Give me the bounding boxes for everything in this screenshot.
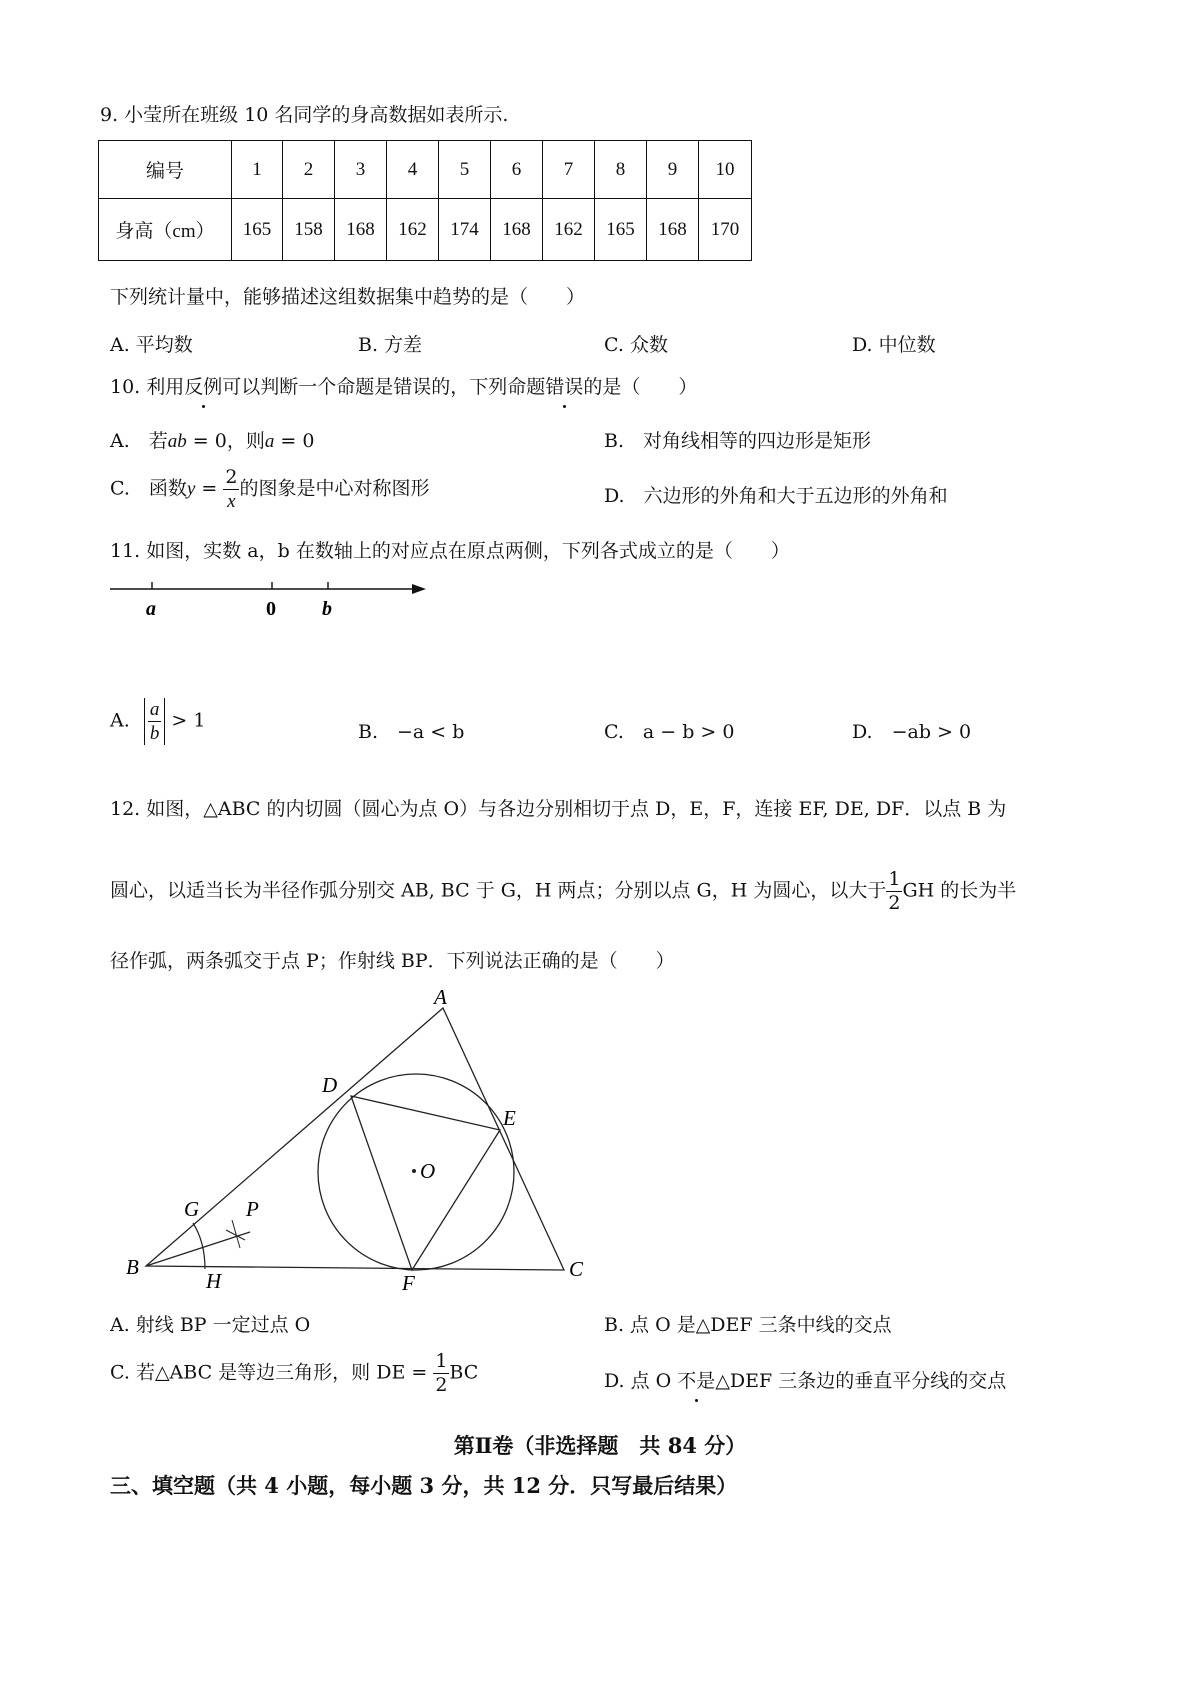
table-cell: 8 xyxy=(595,141,647,199)
table-cell: 162 xyxy=(543,199,595,261)
table-cell: 7 xyxy=(543,141,595,199)
label-0: 0 xyxy=(266,598,276,620)
section-heading: 三、填空题（共 4 小题，每小题 3 分，共 12 分．只写最后结果） xyxy=(110,1473,738,1498)
table-cell: 168 xyxy=(491,199,543,261)
q10-stem: 10. 利用反例可以判断一个命题是错误的，下列命题错误的是（ ） xyxy=(110,372,697,399)
table-row xyxy=(99,199,752,261)
q10-option-a: A. 若ab = 0，则a = 0 xyxy=(110,430,315,452)
q12-option-c: C. 若△ABC 是等边三角形，则 DE = $\frac{1}{2}$ BC xyxy=(110,1350,479,1396)
table-cell: 158 xyxy=(283,199,335,261)
q11-option-a: A. $\frac{a}{b}$ > 1 xyxy=(110,699,206,744)
table-cell: 9 xyxy=(647,141,699,199)
table-row-label: 身高（cm） xyxy=(99,199,232,261)
table-cell: 2 xyxy=(283,141,335,199)
arrow-icon xyxy=(412,584,426,594)
label-D: D xyxy=(322,1073,338,1097)
table-cell: 174 xyxy=(439,199,491,261)
q12-option-b: B. 点 O 是△DEF 三条中线的交点 xyxy=(604,1314,892,1336)
label-P: P xyxy=(246,1197,259,1221)
q10-option-d: D. 六边形的外角和大于五边形的外角和 xyxy=(604,485,948,507)
q12-option-a: A. 射线 BP 一定过点 O xyxy=(110,1314,311,1336)
table-cell: 165 xyxy=(595,199,647,261)
q11-option-c: C. a − b > 0 xyxy=(604,721,735,743)
q12-stem-line1: 12. 如图，△ABC 的内切圆（圆心为点 O）与各边分别相切于点 D，E，F，连接 EF, DE, DF．以点 B 为 xyxy=(110,798,1007,820)
number-line-figure xyxy=(100,575,440,625)
ray-bp xyxy=(146,1232,250,1266)
q9-option-d: D. 中位数 xyxy=(852,334,936,356)
q9-option-a: A. 平均数 xyxy=(110,334,193,356)
label-O: O xyxy=(420,1159,436,1183)
q12-option-d: D. 点 O 不是△DEF 三条边的垂直平分线的交点 xyxy=(604,1366,1006,1393)
label-G: G xyxy=(184,1197,200,1221)
table-cell: 162 xyxy=(387,199,439,261)
table-cell: 168 xyxy=(335,199,387,261)
label-b: b xyxy=(322,598,332,620)
label-F: F xyxy=(402,1271,415,1295)
table-cell: 1 xyxy=(232,141,283,199)
table-cell: 165 xyxy=(232,199,283,261)
height-table xyxy=(98,140,752,261)
q9-stem: 9. 小莹所在班级 10 名同学的身高数据如表所示. xyxy=(100,104,509,126)
q9-option-b: B. 方差 xyxy=(358,334,423,356)
incircle-figure xyxy=(110,980,590,1300)
label-E: E xyxy=(503,1106,516,1130)
incircle xyxy=(318,1074,514,1270)
label-A: A xyxy=(434,985,447,1009)
table-cell: 6 xyxy=(491,141,543,199)
table-cell: 3 xyxy=(335,141,387,199)
q10-option-b: B. 对角线相等的四边形是矩形 xyxy=(604,430,872,452)
triangle-def xyxy=(351,1096,500,1270)
label-B: B xyxy=(126,1255,139,1279)
triangle-abc xyxy=(146,1008,564,1270)
table-header-label: 编号 xyxy=(99,141,232,199)
label-H: H xyxy=(206,1269,222,1293)
part-title: 第Ⅱ卷（非选择题 共 84 分） xyxy=(453,1433,747,1458)
q10-option-c: C. 函数y = $\frac{2}{x}$ 的图象是中心对称图形 xyxy=(110,466,430,512)
q12-stem-line3: 径作弧，两条弧交于点 P；作射线 BP．下列说法正确的是（ ） xyxy=(110,950,675,972)
q9-option-c: C. 众数 xyxy=(604,334,668,356)
table-row xyxy=(99,141,752,199)
q9-question: 下列统计量中，能够描述这组数据集中趋势的是（ ） xyxy=(110,286,586,308)
label-C: C xyxy=(569,1257,584,1281)
q12-stem-line2: 圆心，以适当长为半径作弧分别交 AB, BC 于 G，H 两点；分别以点 G，H 为圆心，以大于 $\frac{1}{2}$ GH 的长为半 xyxy=(110,868,1017,914)
q11-option-b: B. −a < b xyxy=(358,721,465,743)
table-cell: 168 xyxy=(647,199,699,261)
center-o-dot xyxy=(412,1169,416,1173)
arc-gh xyxy=(193,1223,205,1269)
table-cell: 4 xyxy=(387,141,439,199)
table-cell: 170 xyxy=(699,199,752,261)
table-cell: 5 xyxy=(439,141,491,199)
q11-option-d: D. −ab > 0 xyxy=(852,721,972,743)
label-a: a xyxy=(146,598,156,620)
q11-stem: 11. 如图，实数 a，b 在数轴上的对应点在原点两侧，下列各式成立的是（ ） xyxy=(110,540,790,562)
table-cell: 10 xyxy=(699,141,752,199)
